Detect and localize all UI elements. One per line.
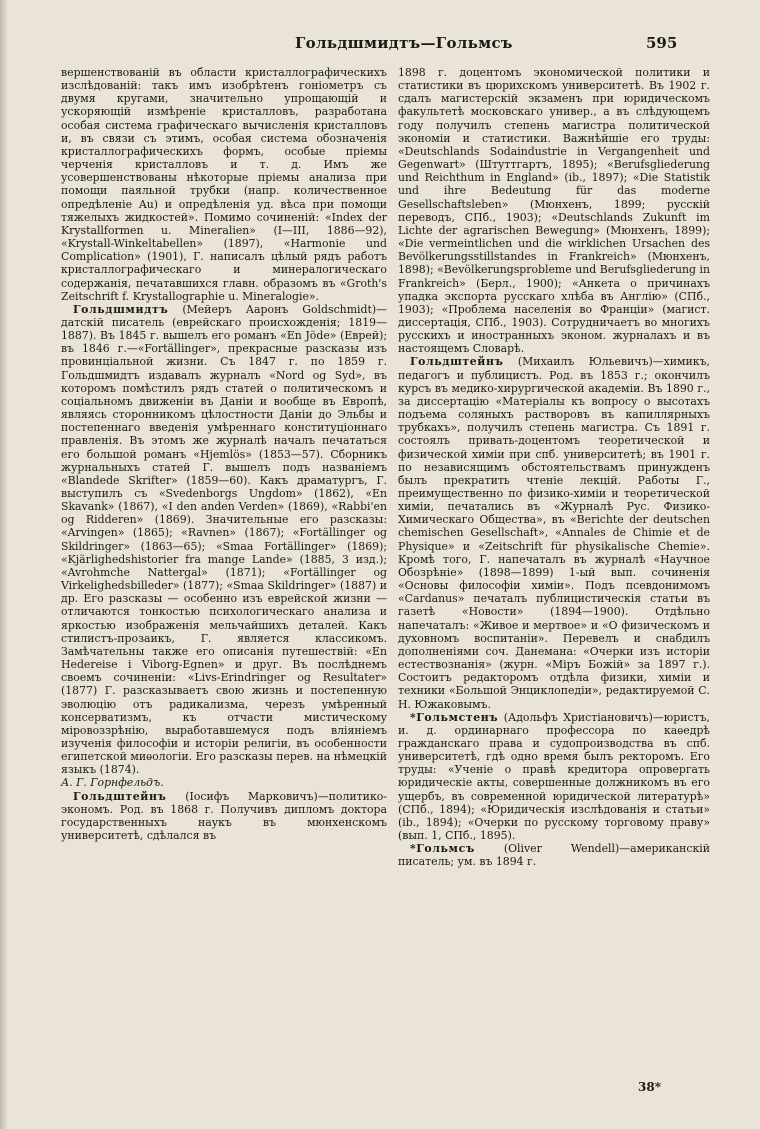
entry-headword: Гольдштейнъ [410,355,504,369]
entry-text: (Михаилъ Юльевичъ)—химикъ, педагогъ и публицистъ. Род. въ 1853 г.; окончилъ курсъ въ медико-хирургической академіи. Въ 1890 г., за диссертацію «Матеріалы къ вопросу о высотахъ подъема соляныхъ растворовъ въ капиллярныхъ трубкахъ», получилъ степень магистра. Съ 1891 г. состоялъ привать-доцентомъ теоретической и физической химіи при спб. университетѣ; въ 1901 г. по независящимъ обстоятельствамъ принужденъ былъ прекратить чтеніе лекцій. Работы Г., преимущественно по физико-химіи и теоретической химіи, печатались въ «Журналѣ Рус. Физико-Химическаго Общества», въ «Berichte der deutschen chemischen Gesellschaft», «Annales de Chimie et de Physique» и «Zeitschrift für physikalische Chemie». Кромѣ того, Г. напечаталъ въ журналѣ «Научное Обозрѣніе» (1898—1899) 1-ый вып. сочиненія «Основы философіи химіи». Подъ псевдонимомъ «Cardanus» печаталъ публицистическія статьи въ газетѣ «Новости» (1894—1900). Отдѣльно напечаталъ: «Живое и мертвое» и «О физическомъ и духовномъ воспитаніи». Перевелъ и снабдилъ дополненіями соч. Данемана: «Очерки изъ исторіи естествознанія» (журн. «Міръ Божій» за 1897 г.). Состоитъ редакторомъ отдѣла физики, химіи и техники «Большой Энциклопедіи», редактируемой С. Н. Южаковымъ. [398,355,710,711]
left-column [61,66,387,842]
entry-holmes [398,842,710,868]
signature-mark: 38* [638,1080,661,1094]
entry-headword: *Гольмстенъ [410,710,499,724]
entry-goldschmidt-meir [61,303,387,777]
scan-shadow [0,0,8,1129]
entry-text: (Адольфъ Христіановичъ)—юристъ, и. д. ординарнаго профессора по каѳедрѣ гражданскаго права и судопроизводства въ спб. университетѣ, гдѣ одно время былъ ректоромъ. Его труды: «Ученіе о правѣ кредитора опровергать юридическіе акты, совершенные должникомъ въ его ущербъ, въ современной юридической литературѣ» (СПб., 1894); «Юридическія изслѣдованія и статьи» (ib., 1894); «Очерки по русскому торговому праву» (вып. 1, СПб., 1895). [398,710,710,843]
page-number: 595 [646,34,678,52]
entry-goldstein-mikhail [398,355,710,710]
author-signature: А. Г. Горнфельдъ. [61,776,164,790]
entry-text: (Мейеръ Ааронъ Goldschmidt)—датскій писатель (еврейскаго происхожденія; 1819—1887). Въ 1845 г. вышелъ его романъ «En Jöde» (Еврей); въ 1846 г.—«Fortällinger», прекрасные разсказы изъ провинціальной жизни. Съ 1847 г. по 1859 г. Гольдшмидтъ издавалъ журналъ «Nord og Syd», въ которомъ помѣстилъ рядъ статей о политическомъ и соціальномъ движеніи въ Даніи и вообще въ Европѣ, являясь сторонникомъ цѣлостности Даніи до Эльбы и постепеннаго введенія умѣреннаго конституціоннаго правленія. Въ этомъ же журналѣ началъ печататься его большой романъ «Hjemlös» (1853—57). Сборникъ журнальныхъ статей Г. вышелъ подъ названіемъ «Blandede Skrifter» (1859—60). Какъ драматургъ, Г. выступилъ съ «Svedenborgs Ungdom» (1862), «En Skavank» (1867), «I den anden Verden» (1869), «Rabbi'en og Ridderen» (1869). Значительные его разсказы: «Arvingen» (1865); «Ravnen» (1867); «Fortällinger og Skildringer» (1863—65); «Smaa Fortällinger» (1869); «Kjärlighedshistorier fra mange Lande» (1885, 3 изд.); «Avrohmche Nattergal» (1871); «Fortällinger og Virkelighedsbilleder» (1877); «Smaa Skildringer» (1887) и др. Его разсказы — особенно изъ еврейской жизни — отличаются тонкостью психологическаго анализа и яркостью изображенія мельчайшихъ деталей. Какъ стилистъ-прозаикъ, Г. является классикомъ. Замѣчательны также его описанія путешествій: «En Hedereise i Viborg-Egnen» и друг. Въ послѣднемъ своемъ сочиненіи: «Livs-Erindringer og Resultater» (1877) Г. разсказываетъ свою жизнь и постепенную эволюцію отъ радикализма, черезъ умѣренный консерватизмъ, къ отчасти мистическому міровоззрѣнію, выработавшемуся подъ вліяніемъ изученія философіи и исторіи религіи, въ особенности египетской миѳологіи. Его разсказы перев. на нѣмецкій языкъ (1874). [61,302,387,777]
continued-paragraph: вершенствованій въ области кристаллографическихъ изслѣдованій: такъ имъ изобрѣтенъ гоніометръ съ двумя кругами, значительно упрощающій и ускоряющій измѣреніе кристалловъ, разработана особая система графическаго вычисленія кристалловъ и, въ связи съ этимъ, особая система обозначенія кристаллографическихъ формъ, особые пріемы черченія кристалловъ и т. д. Имъ же усовершенствованы нѣкоторые пріемы анализа при помощи паяльной трубки (напр. количественное опредѣленіе Au) и опредѣленія уд. вѣса при помощи тяжелыхъ жидкостей». Помимо сочиненій: «Index der Krystallformen u. Mineralien» (I—III, 1886—92), «Krystall-Winkeltabellen» (1897), «Harmonie und Complication» (1901), Г. написалъ цѣлый рядъ работъ кристаллографическаго и минералогическаго содержанія, печатавшихся главн. образомъ въ «Groth's Zeitschrift f. Krystallographie u. Mineralogie». [61,66,387,303]
entry-golmsten [398,711,710,843]
entry-goldstein-iosif [61,790,387,843]
running-title: Гольдшмидтъ—Гольмсъ [295,34,513,52]
page-header [0,34,760,58]
entry-text: (Іосифъ Марковичъ)—политико-экономъ. Род. въ 1868 г. Получивъ дипломъ доктора государственныхъ наукъ въ мюнхенскомъ университетѣ, сдѣлался въ [61,789,387,843]
entry-headword: *Гольмсъ [410,842,475,856]
continued-paragraph: 1898 г. доцентомъ экономической политики и статистики въ цюрихскомъ университетѣ. Въ 1902 г. сдалъ магистерскій экзаменъ при юридическомъ факультетѣ московскаго универ., а въ слѣдующемъ году получилъ степень магистра политической экономіи и статистики. Важнѣйшіе его труды: «Deutschlands Sodaindustrie in Vergangenheit und Gegenwart» (Штуттгартъ, 1895); «Berufsgliederung und Reichthum in England» (ib., 1897); «Die Statistik und ihre Bedeutung für das moderne Gesellschaftsleben» (Мюнхенъ, 1899; русскій переводъ, СПб., 1903); «Deutschlands Zukunft im Lichte der agrarischen Bewegung» (Мюнхенъ, 1899); «Die vermeintlichen und die wirklichen Ursachen des Bevölkerungsstillstandes in Frankreich» (Мюнхенъ, 1898); «Bevölkerungsprobleme und Berufsgliederung in Frankreich» (Берл., 1900); «Анкета о причинахъ упадка экспорта русскаго хлѣба въ Англію» (СПб., 1903); «Проблема населенія во Франціи» (магист. диссертація, СПб., 1903). Сотрудничаетъ во многихъ русскихъ и иностранныхъ эконом. журналахъ и въ настоящемъ Словарѣ. [398,66,710,356]
entry-text: (Oliver Wendell)—американскій писатель; ум. въ 1894 г. [398,842,710,869]
right-column [398,66,710,869]
entry-headword: Гольдшмидтъ [73,302,169,316]
entry-headword: Гольдштейнъ [73,789,167,803]
